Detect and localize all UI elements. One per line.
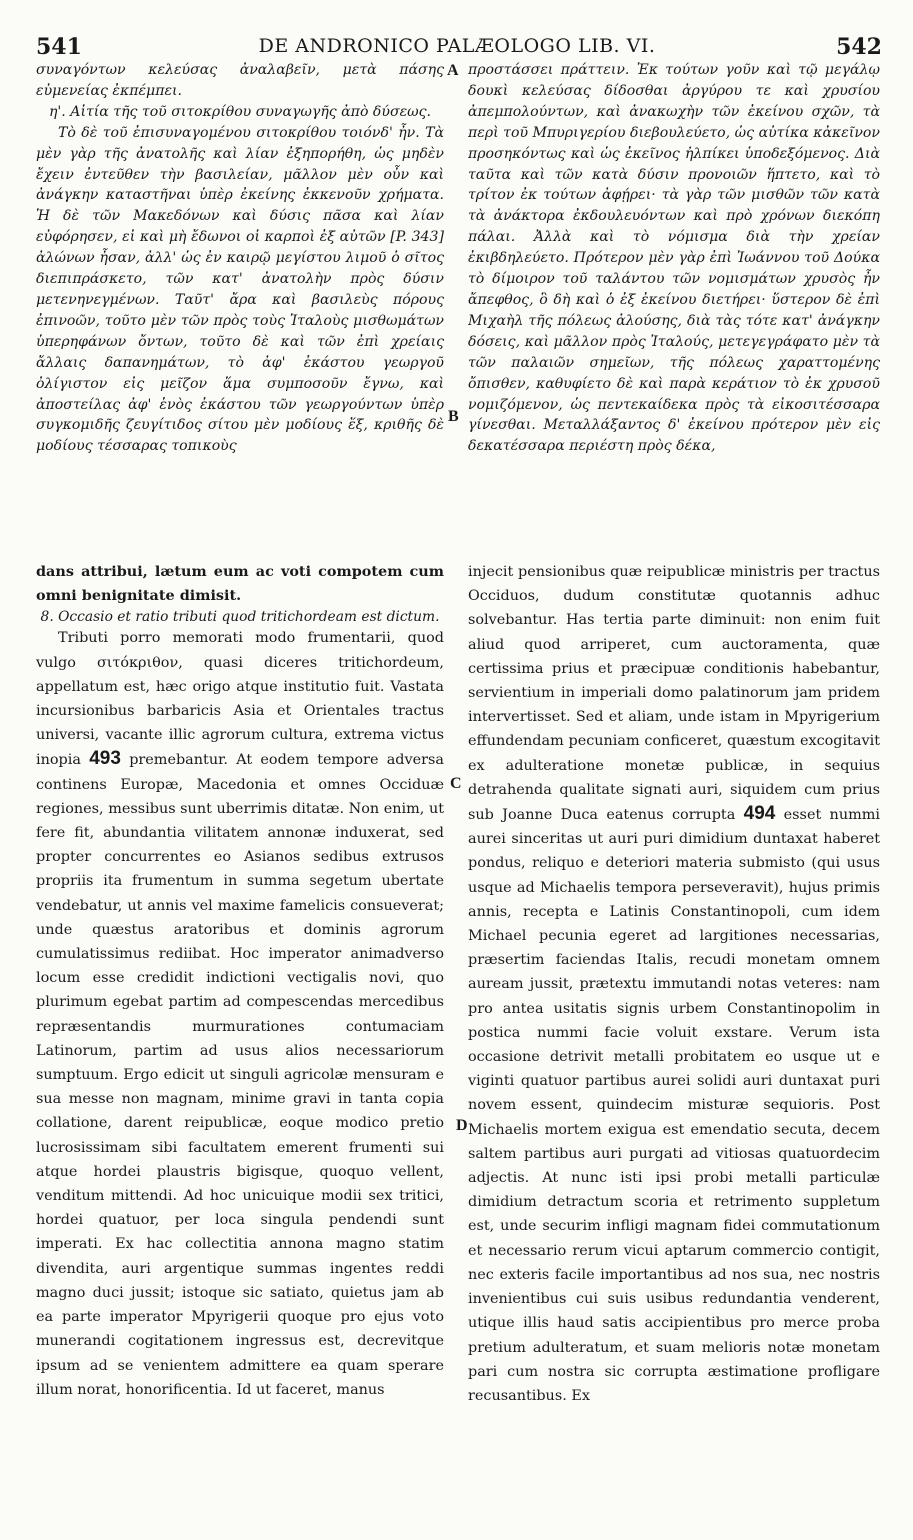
greek-left-body: Τὸ δὲ τοῦ ἐπισυναγομένου σιτοκρίθου τοιόνδ' ἦν. Τὰ μὲν γὰρ τῆς ἀνατολῆς καὶ λίαν ἐξηπορήθη, ὡς μηδὲν ἔχειν ἐντεῦθεν τὴν βασιλείαν, μᾶλλον μὲν οὖν καὶ ἀνάγκην καταστῆναι ὑπὲρ ἐκείνης ἐκκενοῦν χρήματα. Ἡ δὲ τῶν Μακεδόνων καὶ δύσις πᾶσα καὶ λίαν εὐφόρησεν, εἰ καὶ μὴ ἔδωνοι οἱ καρποὶ ἐξ αὐτῶν [P. 343] ἀλώνων ἦσαν, ἀλλ' ὡς ἐν καιρῷ μεγίστου λιμοῦ ὁ σῖτος διεπιπράσκετο, τῶν κατ' ἀνατολὴν πρὸς δύσιν μετενηνεγμένων. Ταῦτ' ἄρα καὶ βασιλεὺς πόρους ἐπινοῶν, τοῦτο μὲν τῶν πρὸς τοὺς Ἰταλοὺς μισθωμάτων ὑπερηφάνων ὄντων, τοῦτο δὲ καὶ τῶν ἐπὶ χρείαις ἄλλαις δαπανημάτων, τὸ ἀφ' ἑκάστου γεωργοῦ ὀλίγιστον εἰς μεῖζον ἅμα συμποσοῦν ἔγνω, καὶ ἀποστείλας ἀφ' ἑνὸς ἑκάστου τῶν γεωργούντων ὑπὲρ συγκομιδῆς ζευγίτιδος σίτου μὲν μοδίους ἕξ, κριθῆς δὲ μοδίους τέσσαρας τοπικοὺς [36, 124, 444, 455]
latin-right-body [468, 560, 880, 1408]
latin-column-left [36, 560, 444, 1520]
latin-left-body-after: premebantur. At eodem tempore adversa continens Europæ, Macedonia et omnes Occiduæ regiones, messibus sunt uberrimis ditatæ. Non enim, ut fere fit, abundantia vilitatem annonæ induxerat, sed propter concurrentes eo Asianos sedibus extrusos propriis ita frumentum in summa segetum ubertate vendebatur, ut annis vel maxime famelicis consueverat; unde quæstus aratoribus et dominis agrorum cumulatissimus rediibat. Hoc imperator animadverso locum esse credidit indictioni vectigalis novi, quo plurimum egebat partim ad compescendas mercedibus repræsentandis murmurationes contumaciam Latinorum, partim ad usus alios necessariorum sumptuum. Ergo edicit ut singuli agricolæ mensuram e sua messe non magnam, minime gravi in tanta copia collatione, darent reipublicæ, eoque modico pretio lucrosissimam sibi facultatem emerent frumenti sui atque hordei plaustris bigisque, quoquo vellent, venditum mittendi. Ad hoc unicuique modii sex tritici, hordei quatuor, per loca singula pendendi sunt imperati. Ex hac collectitia annona magno statim divendita, auri argentique summas ingentes reddi magno duci jussit; istoque sic satiato, quietus jam ab ea parte imperator Mpyrigerii quoque pro ejus voto munerandi cogitationem ingressus est, decrevitque ipsum ad se venientem admittere ea quam sperare illum norat, honorificentia. Id ut faceret, manus [36, 752, 444, 1398]
greek-left-opening: συναγόντων κελεύσας ἀναλαβεῖν, μετὰ πάσης εὐμενείας ἐκπέμπει. [36, 62, 444, 99]
greek-column-left [36, 60, 444, 530]
greek-section-title: η'. Αἰτία τῆς τοῦ σιτοκρίθου συναγωγῆς ἀπὸ δύσεως. [48, 103, 432, 120]
page-number-right: 542 [836, 34, 882, 60]
running-header [32, 34, 882, 58]
edition-page-marker-494: 494 [743, 803, 776, 825]
edition-page-marker-493: 493 [89, 748, 121, 770]
latin-left-body-before: Tributi porro memorati modo frumentarii, quod vulgo σιτόκριθον, quasi diceres tritichordeum, appellatum est, hæc origo atque institutio fuit. Vastata incursionibus barbaricis Asia et Orientales tractus universi, vacante illic agrorum cultura, extrema victus inopia [36, 630, 444, 769]
latin-left-opening: dans attribui, lætum eum ac voti compotem cum omni benignitate dimisit. [36, 563, 444, 605]
latin-section-title: 8. Occasio et ratio tributi quod tritichordeam est dictum. [40, 609, 440, 626]
running-title: DE ANDRONICO PALÆOLOGO LIB. VI. [258, 35, 656, 57]
greek-right-body: προστάσσει πράττειν. Ἐκ τούτων γοῦν καὶ τῷ μεγάλῳ δουκὶ κελεύσας δίδοσθαι ἀργύρου τε καὶ χρυσίου ἀπεμπολούντων, καὶ ἀνακωχὴν τῶν ἐκείνου σχῶν, τὰ περὶ τοῦ Μπυριγερίου διεβουλεύετο, ὡς αὐτίκα κἀκεῖνον προσηκόντως καὶ ὡς ἐκεῖνος ἠλπίκει ὑποδεξόμενος. Διὰ ταῦτα καὶ τῶν κατὰ δύσιν προνοιῶν ἥπτετο, καὶ τὸ τρίτον ἐκ τούτων ἀφῄρει· τὰ γὰρ τῶν μισθῶν τῶν κατὰ τὰ ἀνάκτορα ἐκδουλευόντων καὶ πρὸ χρόνων διεκόπη πάλαι. Ἀλλὰ καὶ τὸ νόμισμα διὰ τὴν χρείαν ἐκιβδηλεύετο. Πρότερον μὲν γὰρ ἐπὶ Ἰωάννου τοῦ Δούκα τὸ δίμοιρον τοῦ ταλάντου τῶν νομισμάτων χρυσὸς ἦν ἄπεφθος, ὃ δὴ καὶ ὁ ἐξ ἐκείνου διετήρει· ὕστερον δὲ ἐπὶ Μιχαὴλ τῆς πόλεως ἁλούσης, διὰ τὰς τότε κατ' ἀνάγκην δόσεις, καὶ μᾶλλον πρὸς Ἰταλούς, μετεγεγράφατο μὲν τὰ τῶν παλαιῶν σημεῖων, τῆς πόλεως χαραττομένης ὄπισθεν, καθυφίετο δὲ καὶ παρὰ κεράτιον τὸ ἐκ χρυσοῦ νομιζόμενον, ὡς πεντεκαίδεκα πρὸς τὰ εἰκοσιτέσσαρα γίνεσθαι. Μεταλλάξαντος δ' ἐκείνου πρότερον μὲν εἰς δεκατέσσαρα περιέστη πρὸς δέκα, [468, 62, 880, 455]
latin-right-body-before: injecit pensionibus quæ reipublicæ ministris per tractus Occiduos, dudum constitutæ quotannis adhuc solvebantur. Has tertia parte diminuit: non enim fuit aliud quod arriperet, cum auctoramenta, quæ certissima prius et præcipuæ conditionis habebantur, servientium in imperiali domo palatinorum jam pridem intervertisset. Sed et aliam, unde istam in Mpyrigerium effundendam pecuniam conficeret, quæstum excogitavit ex adulteratione monetæ publicæ, in sequius detrahenda qualitate signati auri, siquidem cum prius sub Joanne Duca eatenus corrupta [468, 564, 880, 824]
margin-marker-c: C [450, 775, 462, 792]
latin-right-body-after: esset nummi aurei sinceritas ut auri puri dimidium duntaxat haberet pondus, reliquo e deteriori materia submisto (qui usus usque ad Michaelis tempora perseveravit), hujus primis annis, recepta e Latinis Constantinopoli, cum idem Michael pecunia egeret ad largitiones necessarias, præsertim faciendas Italis, recudi monetam omnem auream jussit, prætextu immutandi notas veteres: nam pro antea usitatis signis urbem Constantinopolim in postica nummi facie voluit exstare. Verum ista occasione detrivit metalli probitatem eo usque ut e viginti quatuor partibus aurei solidi auri duntaxat puri novem essent, quindecim misturæ sequioris. Post Michaelis mortem exigua est emendatio secuta, decem saltem partibus auri purgati ad vitiosas quatuordecim adjectis. At nunc isti ipsi probi metalli particulæ dimidium detractum scoria et retrimento suppletum est, unde securim infligi magnam fidei commutationum et necessario rerum vicui aptarum commercio contigit, nec exteris facile importantibus ad nos sua, nec nostris invenientibus cui suis usibus redundantia venderent, utique illis haud satis accipientibus pro merce proba pretium adulteratum, et suam melioris notæ monetam pari cum nostra sic corrupta æstimatione profligare recusantibus. Ex [468, 807, 880, 1404]
margin-marker-a: A [447, 62, 459, 79]
margin-marker-d: D [456, 1117, 468, 1134]
greek-column-right [468, 60, 880, 530]
latin-left-body [36, 626, 444, 1402]
latin-column-right [468, 560, 880, 1520]
page-number-left: 541 [36, 34, 82, 60]
margin-marker-b: B [448, 408, 459, 425]
